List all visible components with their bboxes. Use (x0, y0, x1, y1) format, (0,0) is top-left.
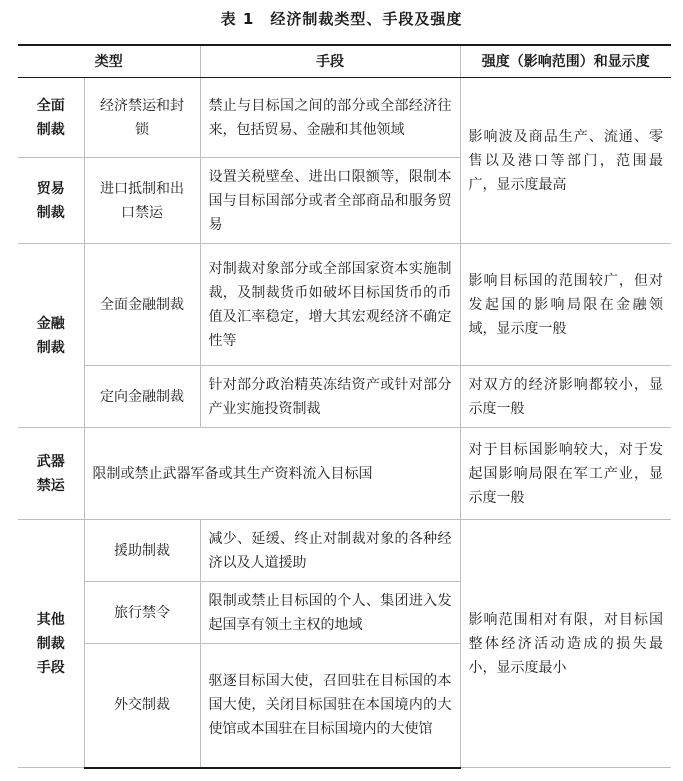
category-cell (18, 244, 84, 428)
means-cell: 限制或禁止武器军备或其生产资料流入目标国 (84, 428, 460, 520)
subtype-cell (84, 366, 200, 428)
header-type: 类型 (18, 45, 200, 78)
subtype-label: 经济禁运和封锁 (100, 97, 184, 138)
means-cell: 对制裁对象部分或全部国家资本实施制裁，及制裁货币如破坏目标国货币的币值及汇率稳定，增大其宏观经济不确定性等 (200, 244, 460, 366)
subtype-cell (84, 78, 200, 158)
means-cell: 设置关税壁垒、进出口限额等，限制本国与目标国部分或者全部商品和服务贸易 (200, 158, 460, 244)
means-cell: 禁止与目标国之间的部分或全部经济往来，包括贸易、金融和其他领域 (200, 78, 460, 158)
category-cell (18, 78, 84, 158)
table-title: 经济制裁类型、手段及强度 (270, 10, 463, 28)
strength-cell: 对于目标国影响较大，对于发起国影响局限在军工产业，显示度一般 (460, 428, 671, 520)
category-label: 武器禁运 (36, 453, 65, 494)
subtype-cell (84, 644, 200, 768)
header-row (18, 45, 671, 78)
strength-cell: 影响波及商品生产、流通、零售以及港口等部门，范围最广，显示度最高 (460, 78, 671, 244)
strength-cell: 影响目标国的范围较广，但对发起国的影响局限在金融领域，显示度一般 (460, 244, 671, 366)
table-row (18, 428, 671, 520)
sanctions-table (18, 44, 671, 769)
table-row (18, 78, 671, 158)
subtype-label: 旅行禁令 (114, 604, 170, 621)
table-row (18, 520, 671, 582)
table-row (18, 366, 671, 428)
subtype-label: 援助制裁 (114, 542, 170, 559)
table-number: 表 1 (220, 10, 255, 28)
means-cell: 针对部分政治精英冻结资产或针对部分产业实施投资制裁 (200, 366, 460, 428)
header-means: 手段 (200, 45, 460, 78)
subtype-cell (84, 158, 200, 244)
category-label: 金融制裁 (36, 315, 65, 356)
subtype-label: 定向金融制裁 (100, 388, 184, 405)
strength-cell: 对双方的经济影响都较小，显示度一般 (460, 366, 671, 428)
means-cell: 限制或禁止目标国的个人、集团进入发起国享有领土主权的地域 (200, 582, 460, 644)
strength-cell: 影响范围相对有限，对目标国整体经济活动造成的损失最小，显示度最小 (460, 520, 671, 768)
category-label: 其他制裁手段 (36, 611, 65, 676)
means-cell: 驱逐目标国大使，召回驻在目标国的本国大使，关闭目标国驻在本国境内的大使馆或本国驻在目标国境内的大使馆 (200, 644, 460, 768)
category-label: 全面制裁 (36, 97, 65, 138)
category-cell (18, 428, 84, 520)
header-strength: 强度（影响范围）和显示度 (460, 45, 671, 78)
subtype-cell (84, 582, 200, 644)
subtype-label: 外交制裁 (114, 697, 170, 714)
means-cell: 减少、延缓、终止对制裁对象的各种经济以及人道援助 (200, 520, 460, 582)
subtype-cell (84, 520, 200, 582)
subtype-label: 进口抵制和出口禁运 (100, 180, 184, 221)
table-caption (0, 8, 683, 29)
table-row (18, 244, 671, 366)
category-cell (18, 520, 84, 768)
category-cell (18, 158, 84, 244)
subtype-label: 全面金融制裁 (100, 296, 184, 313)
subtype-cell (84, 244, 200, 366)
category-label: 贸易制裁 (36, 180, 65, 221)
